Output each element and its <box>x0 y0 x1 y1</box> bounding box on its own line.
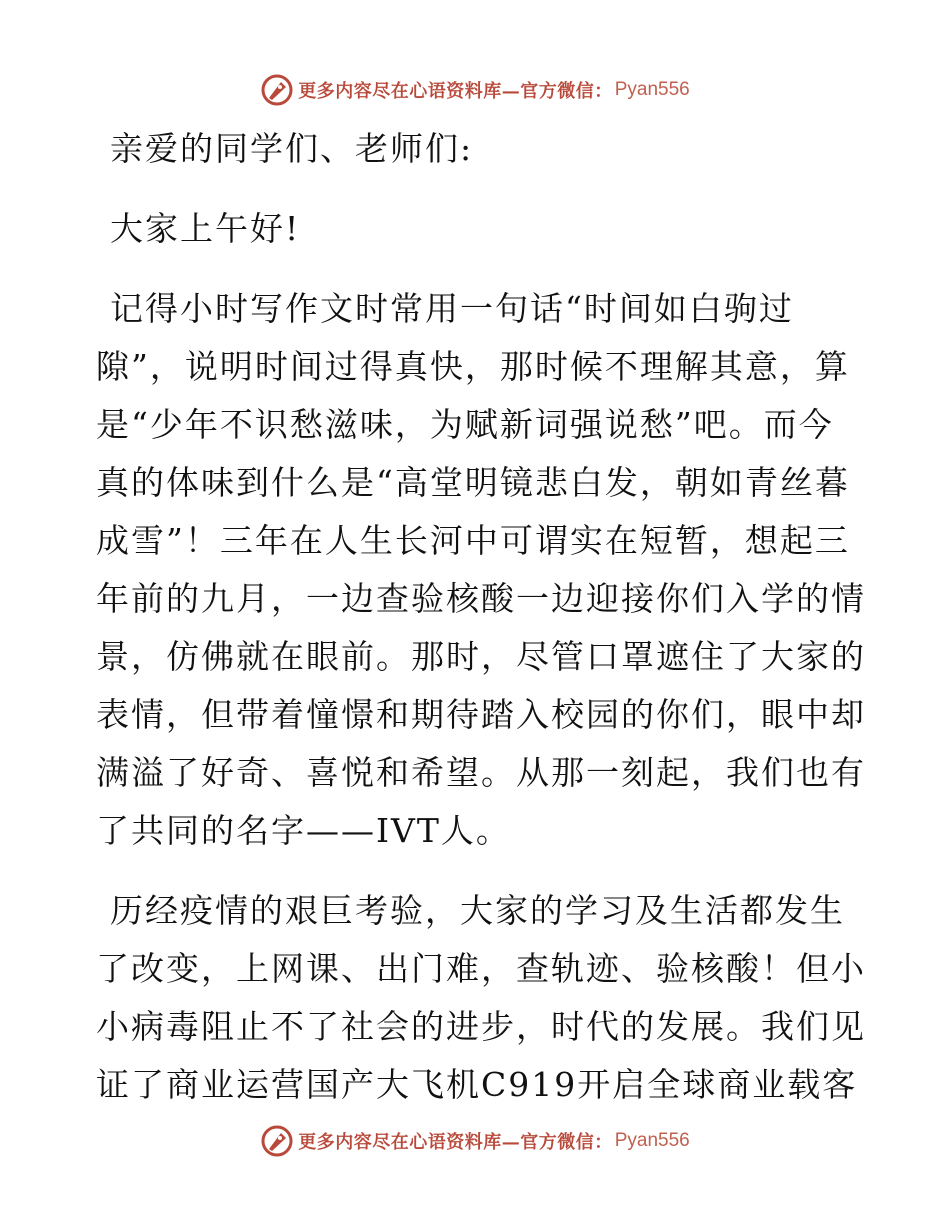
body-paragraph-2 <box>96 882 866 1114</box>
salutation-paragraph <box>96 120 856 178</box>
text-line: 年前的九月，一边查验核酸一边迎接你们入学的情 <box>96 579 866 618</box>
pen-nib-circle-icon <box>260 1124 294 1158</box>
text-line: 真的体味到什么是“高堂明镜悲白发，朝如青丝暮 <box>96 463 850 502</box>
banner-wechat-id: Pyan556 <box>614 79 690 100</box>
text-line: 隙”，说明时间过得真快，那时候不理解其意，算 <box>96 347 850 386</box>
text-line: 小病毒阻止不了社会的进步，时代的发展。我们见 <box>96 1007 866 1046</box>
document-body <box>96 120 866 1136</box>
banner-text: 更多内容尽在心语资料库—官方微信： <box>298 1132 613 1153</box>
pen-nib-circle-icon <box>260 73 294 107</box>
greeting-paragraph <box>96 200 856 258</box>
text-line: 了改变，上网课、出门难，查轨迹、验核酸！但小 <box>96 949 866 988</box>
text-line: 景，仿佛就在眼前。那时，尽管口罩遮住了大家的 <box>96 637 866 676</box>
text-line: 亲爱的同学们、老师们: <box>110 129 474 168</box>
header-watermark-banner <box>0 70 950 110</box>
banner-text: 更多内容尽在心语资料库—官方微信： <box>298 81 613 102</box>
footer-watermark-banner <box>0 1121 950 1161</box>
text-line: 表情，但带着憧憬和期待踏入校园的你们，眼中却 <box>96 695 866 734</box>
text-line: 证了商业运营国产大飞机C919开启全球商业载客 <box>96 1065 858 1104</box>
text-line: 记得小时写作文时常用一句话“时间如白驹过 <box>110 289 794 328</box>
text-line: 成雪”！三年在人生长河中可谓实在短暂，想起三 <box>96 521 850 560</box>
body-paragraph-1 <box>96 280 866 860</box>
text-line: 历经疫情的艰巨考验，大家的学习及生活都发生 <box>110 891 845 930</box>
text-line: 大家上午好! <box>110 209 301 248</box>
text-line: 满溢了好奇、喜悦和希望。从那一刻起，我们也有 <box>96 753 866 792</box>
text-line: 了共同的名字——IVT人。 <box>96 811 511 850</box>
banner-wechat-id: Pyan556 <box>614 1130 690 1151</box>
text-line: 是“少年不识愁滋味，为赋新词强说愁”吧。而今 <box>96 405 834 444</box>
